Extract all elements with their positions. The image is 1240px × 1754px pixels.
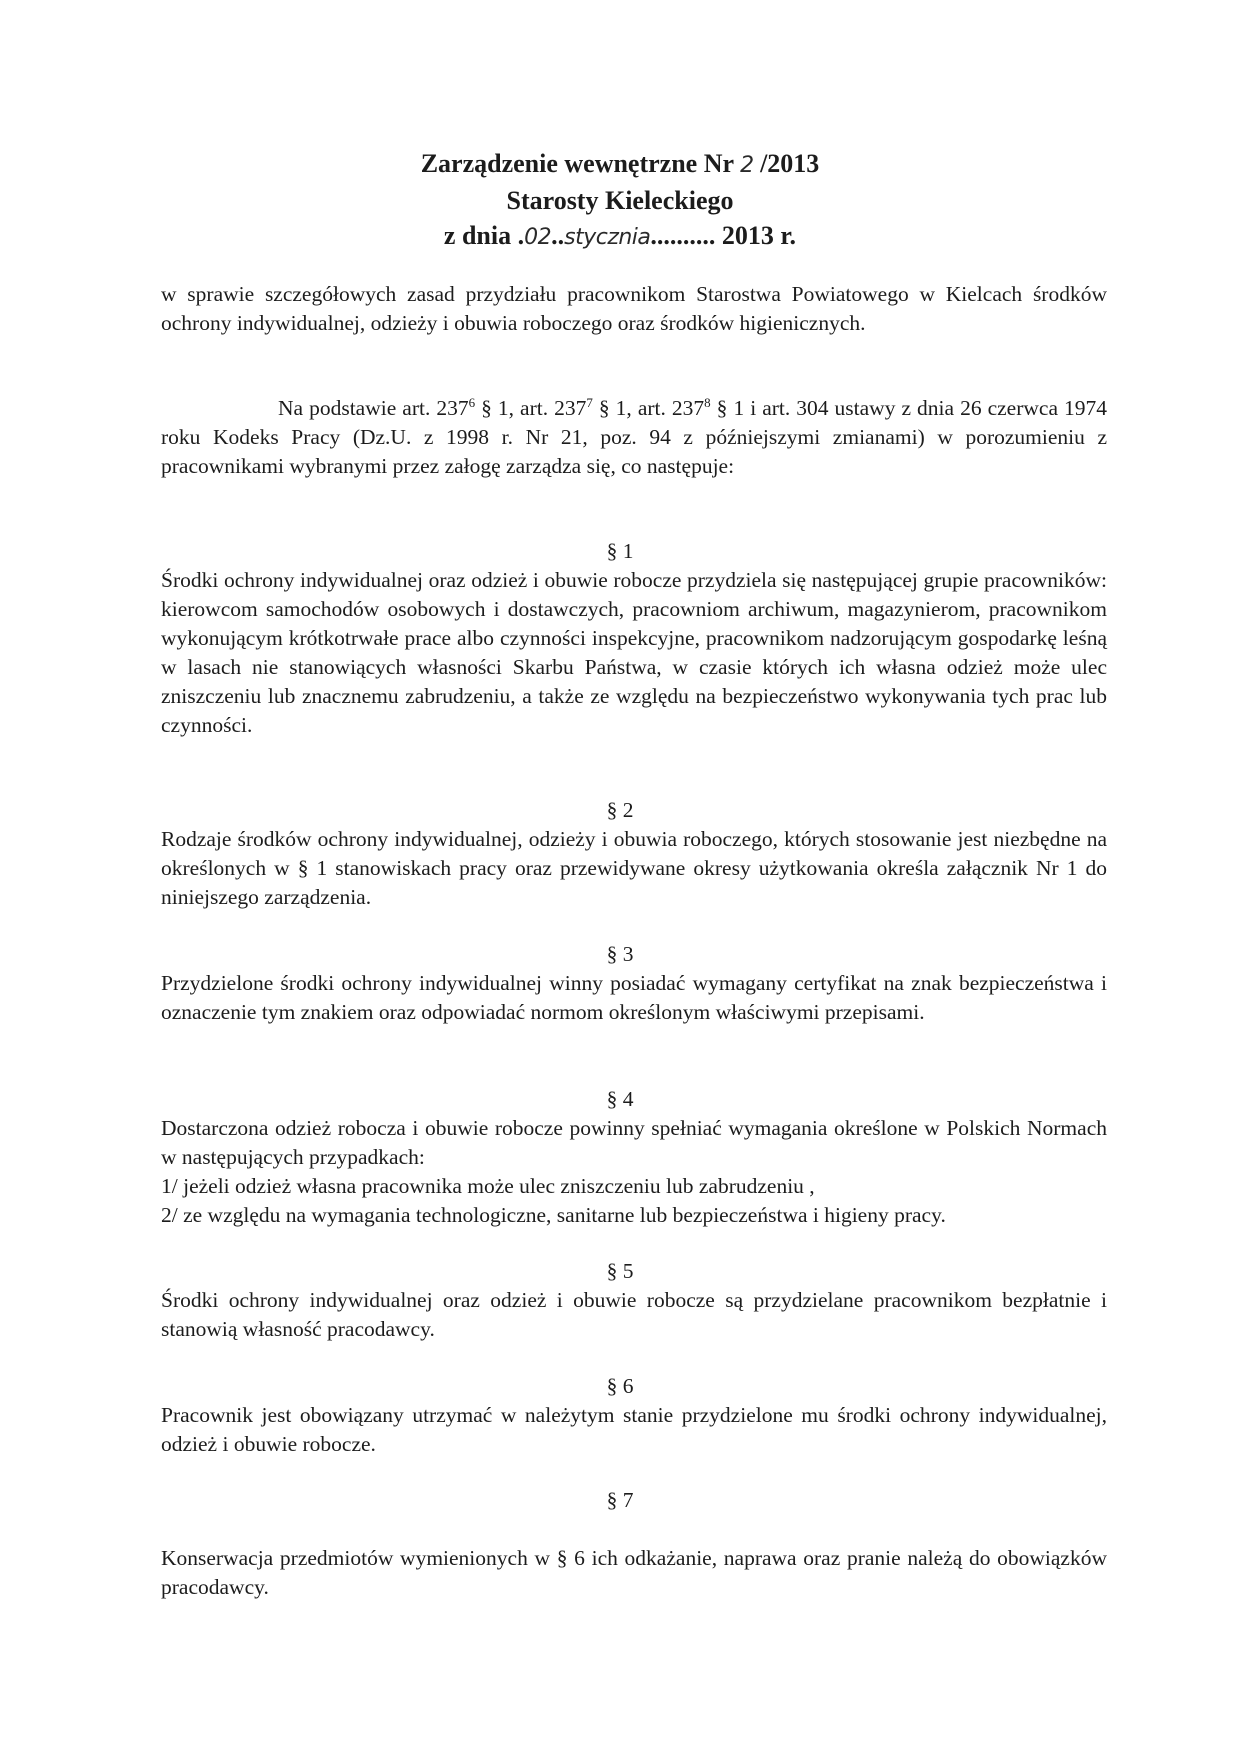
handwritten-month: stycznia: [564, 225, 651, 250]
legal-basis-text: Na podstawie art. $237^6$ § 1, art. $237^7$ § 1, art. $237^8$ § 1 i art. 304 ustawy z dnia 26 czerwca 1974 roku Kodeks Pracy (Dz.U. z 1998 r. Nr 21, poz. 94 z późniejszymi zmianami) w porozumieniu z pracownikami wybranymi przez załogę zarządza się, co następuje:: [161, 394, 1108, 478]
section-4: [161, 1114, 1107, 1230]
title-suffix: /2013: [760, 149, 820, 178]
title-prefix: Zarządzenie wewnętrzne Nr: [420, 149, 734, 178]
section-text: Pracownik jest obowiązany utrzymać w należytym stanie przydzielone mu środki ochrony indywidualnej, odzież i obuwie robocze.: [161, 1403, 1107, 1456]
section-text: Dostarczona odzież robocza i obuwie robocze powinny spełniać wymagania określone w Polskich Normach w następujących przypadkach:: [161, 1116, 1107, 1169]
section-text: Środki ochrony indywidualnej oraz odzież i obuwie robocze przydziela się następującej grupie pracowników: kierowcom samochodów osobowych i dostawczych, pracowniom archiwum, magazynierom, pracownikom wykonującym krótkotrwałe prace albo czynności inspekcyjne, pracownikom nadzorującym gospodarkę leśną w lasach nie stanowiących własności Skarbu Państwa, w czasie których ich własna odzież może ulec zniszczeniu lub znacznemu zabrudzeniu, a także ze względu na bezpieczeństwo wykonywania tych prac lub czynności.: [161, 568, 1107, 737]
legal-basis-paragraph: [161, 394, 1107, 481]
section-text: Przydzielone środki ochrony indywidualnej winny posiadać wymagany certyfikat na znak bezpieczeństwa i oznaczenie tym znakiem oraz odpowiadać normom określonym właściwymi przepisami.: [161, 971, 1107, 1024]
section-sign: § 4: [606, 1087, 634, 1111]
subject-paragraph: [161, 280, 1107, 338]
section-2: [161, 825, 1107, 912]
section-3: [161, 969, 1107, 1027]
section-text: Środki ochrony indywidualnej oraz odzież i obuwie robocze są przydzielane pracownikom bezpłatnie i stanowią własność pracodawcy.: [161, 1288, 1107, 1341]
section-sign: § 1: [606, 539, 634, 563]
section-sign: § 2: [606, 798, 634, 822]
section-sign: § 6: [606, 1374, 634, 1398]
section-sign: § 5: [606, 1259, 634, 1283]
section-sign: § 3: [606, 942, 634, 966]
section-7: [161, 1544, 1107, 1602]
date-suffix: 2013 r.: [721, 221, 797, 250]
subject-text: w sprawie szczegółowych zasad przydziału pracownikom Starostwa Powiatowego w Kielcach środków ochrony indywidualnej, odzieży i obuwia roboczego oraz środków higienicznych.: [161, 282, 1107, 335]
list-item: 2/ ze względu na wymagania technologiczne, sanitarne lub bezpieczeństwa i higieny pracy.: [161, 1203, 946, 1227]
subtitle: Starosty Kieleckiego: [506, 186, 734, 215]
section-5: [161, 1286, 1107, 1344]
list-item: 1/ jeżeli odzież własna pracownika może ulec zniszczeniu lub zabrudzeniu ,: [161, 1174, 815, 1198]
section-1: [161, 566, 1107, 740]
date-prefix: z dnia .: [443, 221, 525, 250]
title-line: [0, 146, 1240, 183]
date-line: z dnia .02..stycznia.......... 2013 r.: [443, 221, 797, 250]
section-text: Konserwacja przedmiotów wymienionych w § 6 ich odkażanie, naprawa oraz pranie należą do obowiązków pracodawcy.: [161, 1546, 1107, 1599]
section-text: Rodzaje środków ochrony indywidualnej, odzieży i obuwia roboczego, których stosowanie jest niezbędne na określonych w § 1 stanowiskach pracy oraz przewidywane okresy użytkowania określa załącznik Nr 1 do niniejszego zarządzenia.: [161, 827, 1107, 909]
document-header: [0, 146, 1240, 255]
handwritten-number: 2: [740, 153, 754, 178]
handwritten-day: 02: [524, 225, 552, 250]
section-6: [161, 1401, 1107, 1459]
section-sign: § 7: [606, 1488, 634, 1512]
